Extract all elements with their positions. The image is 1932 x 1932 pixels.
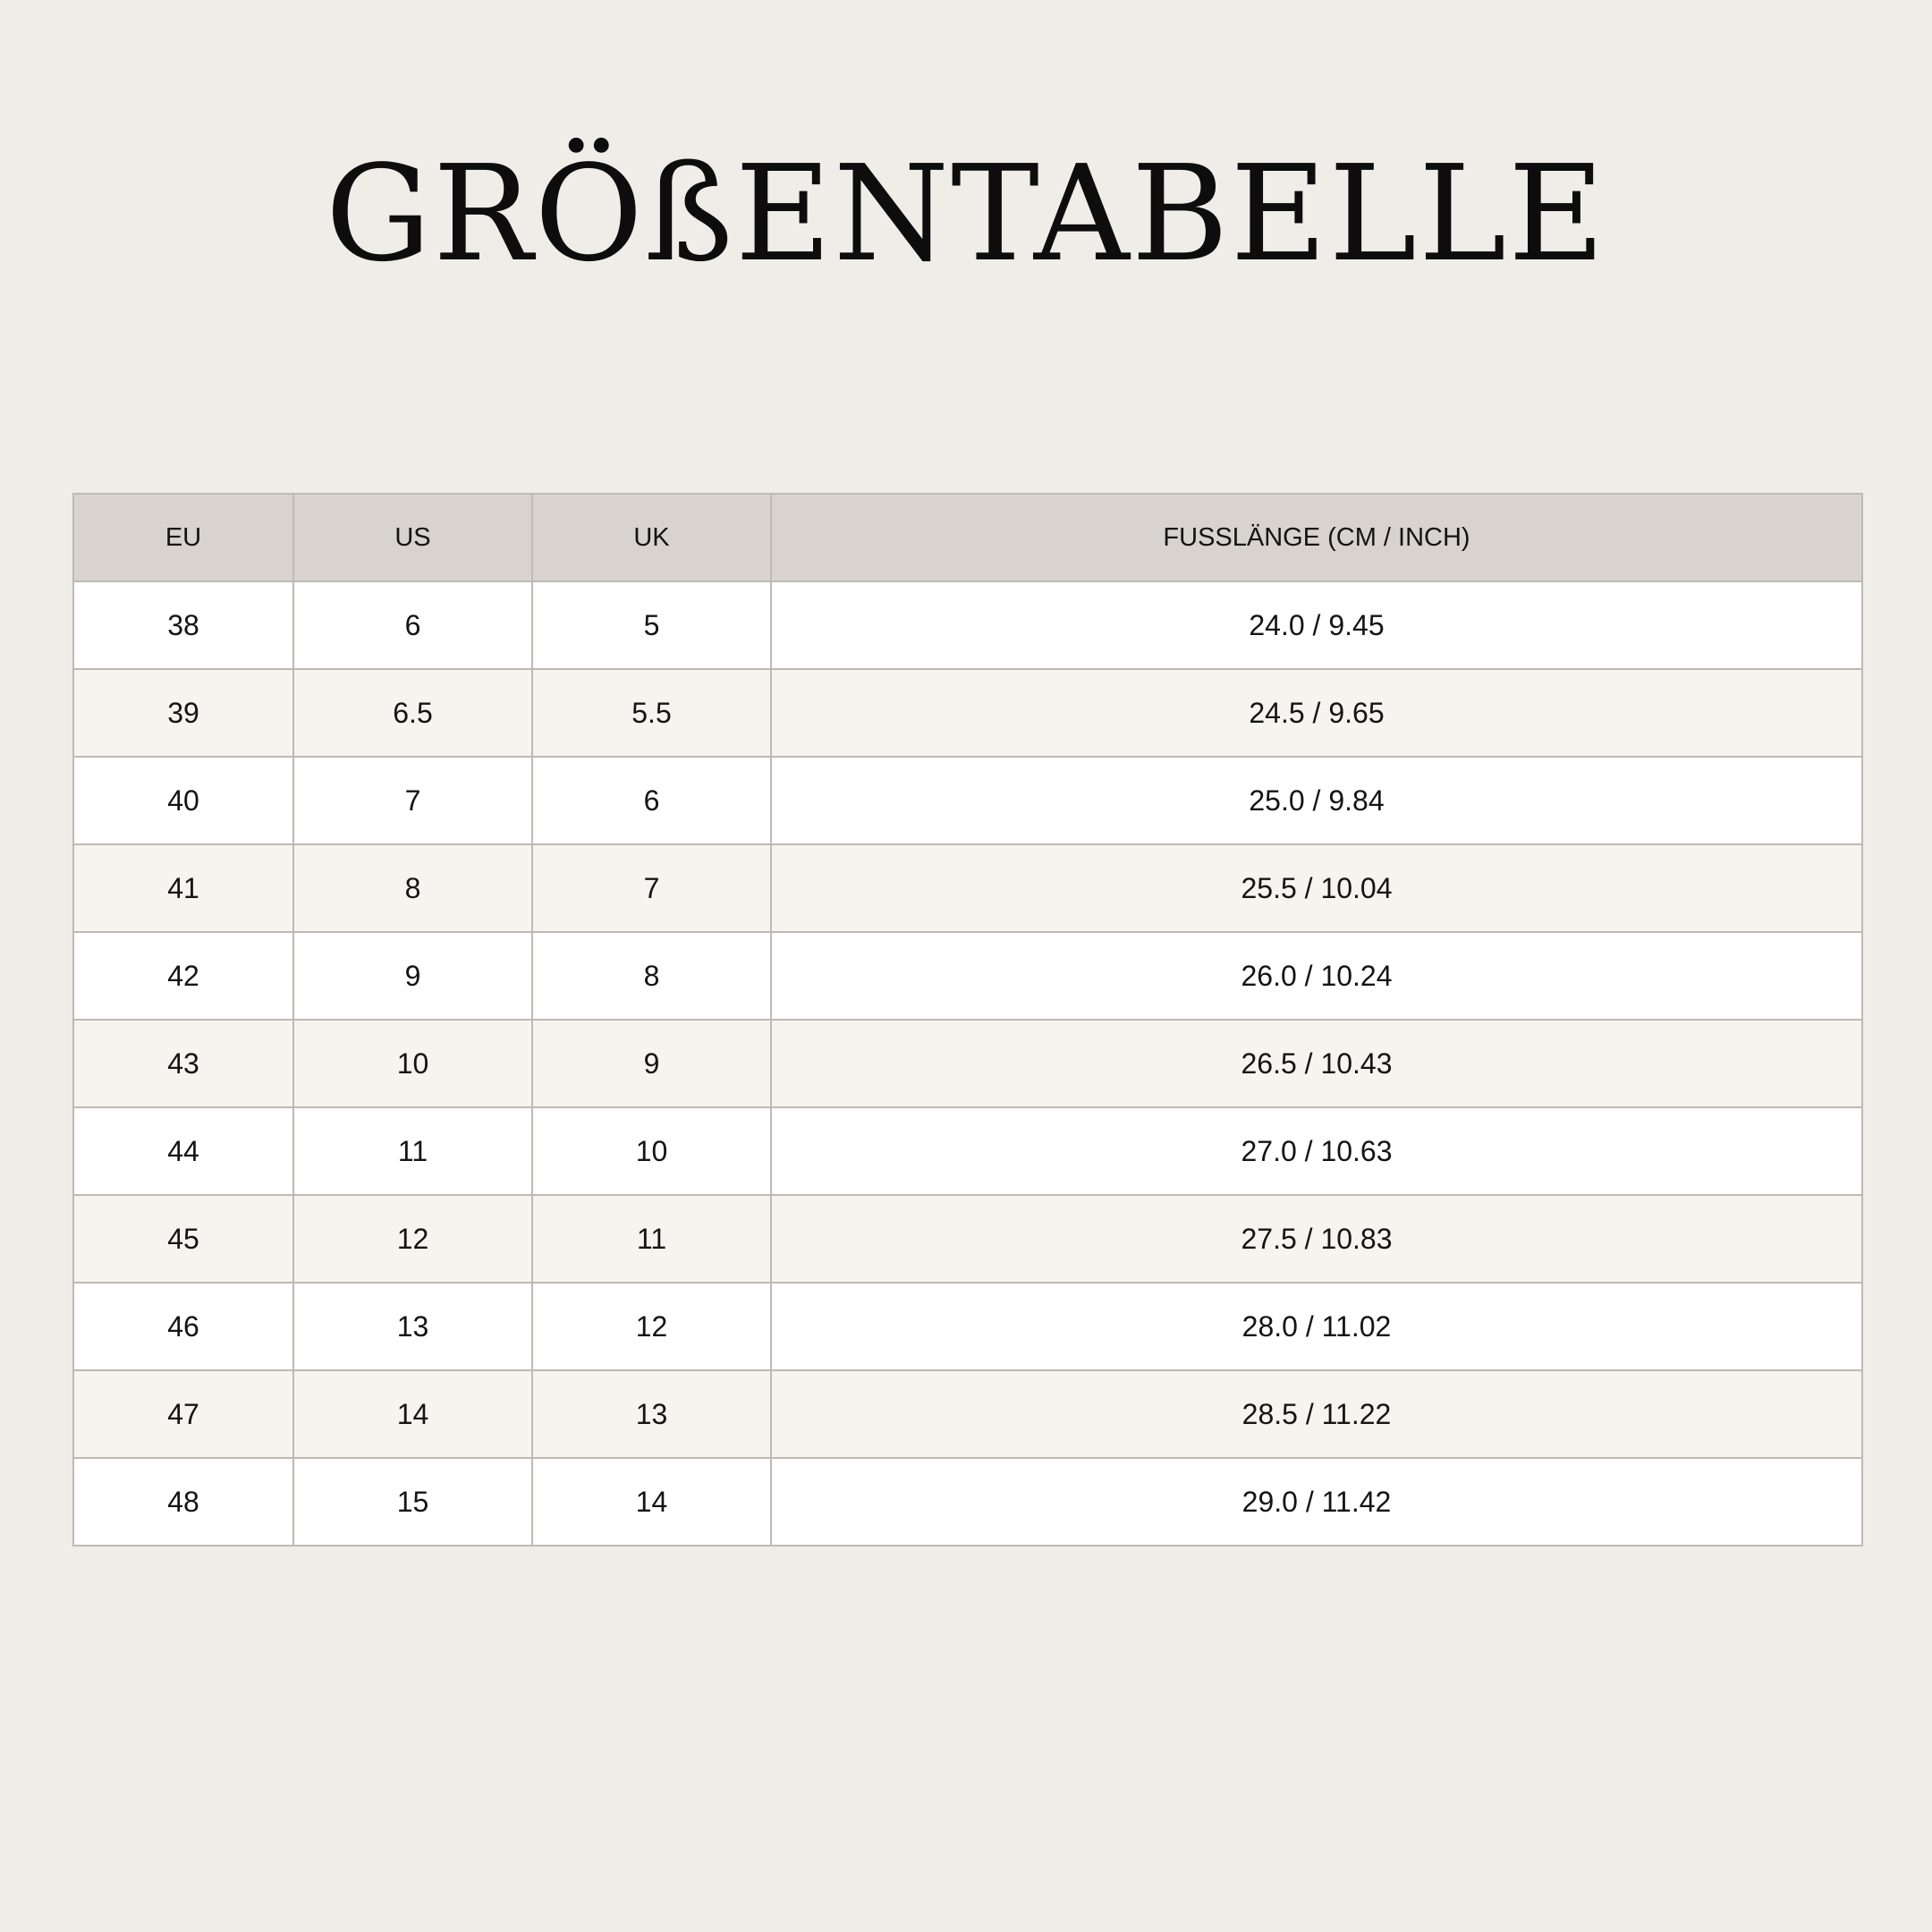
- table-row: [73, 932, 1862, 1020]
- cell-uk: 9: [532, 1020, 771, 1107]
- table-row: [73, 1458, 1862, 1546]
- cell-eu: 40: [73, 757, 293, 844]
- cell-eu: 48: [73, 1458, 293, 1546]
- cell-foot-length: 25.5 / 10.04: [771, 844, 1862, 932]
- cell-eu: 41: [73, 844, 293, 932]
- cell-foot-length: 27.5 / 10.83: [771, 1195, 1862, 1283]
- cell-us: 9: [293, 932, 532, 1020]
- table-row: [73, 1195, 1862, 1283]
- table-row: [73, 1370, 1862, 1458]
- table-row: [73, 669, 1862, 757]
- cell-us: 6: [293, 581, 532, 669]
- table-row: [73, 581, 1862, 669]
- cell-foot-length: 28.0 / 11.02: [771, 1283, 1862, 1370]
- header-eu: EU: [73, 494, 293, 581]
- cell-foot-length: 28.5 / 11.22: [771, 1370, 1862, 1458]
- cell-foot-length: 25.0 / 9.84: [771, 757, 1862, 844]
- cell-us: 6.5: [293, 669, 532, 757]
- cell-us: 14: [293, 1370, 532, 1458]
- cell-uk: 6: [532, 757, 771, 844]
- cell-us: 13: [293, 1283, 532, 1370]
- cell-eu: 45: [73, 1195, 293, 1283]
- cell-us: 12: [293, 1195, 532, 1283]
- cell-uk: 10: [532, 1107, 771, 1195]
- cell-uk: 11: [532, 1195, 771, 1283]
- cell-eu: 44: [73, 1107, 293, 1195]
- cell-foot-length: 26.0 / 10.24: [771, 932, 1862, 1020]
- table-row: [73, 1020, 1862, 1107]
- cell-eu: 47: [73, 1370, 293, 1458]
- cell-foot-length: 26.5 / 10.43: [771, 1020, 1862, 1107]
- header-uk: UK: [532, 494, 771, 581]
- cell-uk: 12: [532, 1283, 771, 1370]
- table-header-row: [73, 494, 1862, 581]
- cell-us: 8: [293, 844, 532, 932]
- cell-eu: 42: [73, 932, 293, 1020]
- size-chart-table: [72, 493, 1863, 1546]
- header-foot-length: FUSSLÄNGE (CM / INCH): [771, 494, 1862, 581]
- table-row: [73, 844, 1862, 932]
- cell-uk: 5: [532, 581, 771, 669]
- header-us: US: [293, 494, 532, 581]
- table-row: [73, 1107, 1862, 1195]
- cell-eu: 43: [73, 1020, 293, 1107]
- cell-uk: 7: [532, 844, 771, 932]
- cell-eu: 38: [73, 581, 293, 669]
- cell-us: 7: [293, 757, 532, 844]
- cell-uk: 8: [532, 932, 771, 1020]
- table-row: [73, 757, 1862, 844]
- cell-uk: 14: [532, 1458, 771, 1546]
- cell-foot-length: 27.0 / 10.63: [771, 1107, 1862, 1195]
- page-title: GRÖßENTABELLE: [325, 137, 1607, 292]
- table-row: [73, 1283, 1862, 1370]
- cell-us: 11: [293, 1107, 532, 1195]
- cell-foot-length: 24.0 / 9.45: [771, 581, 1862, 669]
- cell-foot-length: 29.0 / 11.42: [771, 1458, 1862, 1546]
- cell-uk: 13: [532, 1370, 771, 1458]
- cell-us: 15: [293, 1458, 532, 1546]
- cell-us: 10: [293, 1020, 532, 1107]
- cell-eu: 39: [73, 669, 293, 757]
- cell-eu: 46: [73, 1283, 293, 1370]
- cell-foot-length: 24.5 / 9.65: [771, 669, 1862, 757]
- cell-uk: 5.5: [532, 669, 771, 757]
